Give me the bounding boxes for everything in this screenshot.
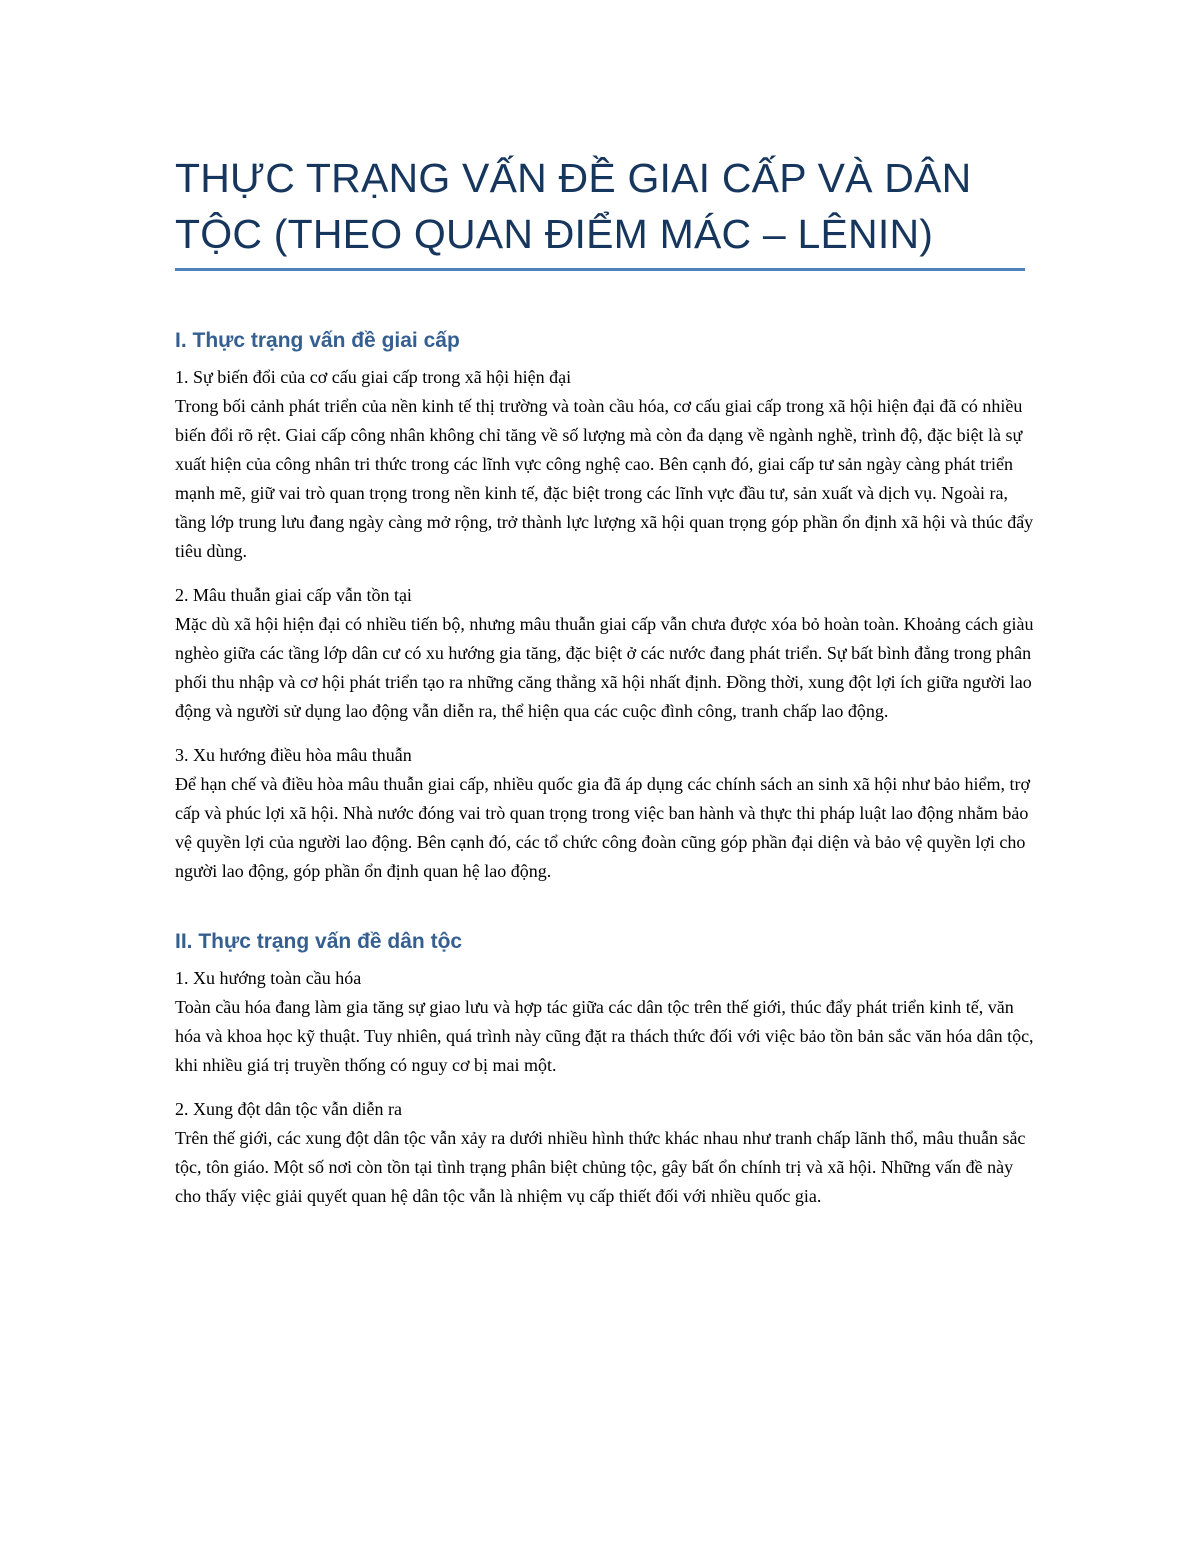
paragraph: Mặc dù xã hội hiện đại có nhiều tiến bộ, nhưng mâu thuẫn giai cấp vẫn chưa được xóa bỏ hoàn toàn. Khoảng cách giàu nghèo giữa các tầng lớp dân cư có xu hướng gia tăng, đặc biệt ở các nước đang phát triển. Sự bất bình đẳng trong phân phối thu nhập và cơ hội phát triển tạo ra những căng thẳng xã hội nhất định. Đồng thời, xung đột lợi ích giữa người lao động và người sử dụng lao động vẫn diễn ra, thể hiện qua các cuộc đình công, tranh chấp lao động. [175, 614, 1034, 721]
subsection [175, 741, 1035, 886]
document-title: THỰC TRẠNG VẤN ĐỀ GIAI CẤP VÀ DÂN TỘC (THEO QUAN ĐIỂM MÁC – LÊNIN) [175, 155, 972, 257]
subsection-title: 2. Mâu thuẫn giai cấp vẫn tồn tại [175, 585, 412, 605]
subsection [175, 363, 1035, 566]
paragraph: Để hạn chế và điều hòa mâu thuẫn giai cấp, nhiều quốc gia đã áp dụng các chính sách an sinh xã hội như bảo hiểm, trợ cấp và phúc lợi xã hội. Nhà nước đóng vai trò quan trọng trong việc ban hành và thực thi pháp luật lao động nhằm bảo vệ quyền lợi của người lao động. Bên cạnh đó, các tổ chức công đoàn cũng góp phần đại diện và bảo vệ quyền lợi cho người lao động, góp phần ổn định quan hệ lao động. [175, 774, 1030, 881]
subsection [175, 964, 1035, 1080]
subsection-title: 3. Xu hướng điều hòa mâu thuẫn [175, 745, 412, 765]
subsection [175, 1095, 1035, 1211]
paragraph: Trong bối cảnh phát triển của nền kinh tế thị trường và toàn cầu hóa, cơ cấu giai cấp trong xã hội hiện đại đã có nhiều biến đổi rõ rệt. Giai cấp công nhân không chỉ tăng về số lượng mà còn đa dạng về ngành nghề, trình độ, đặc biệt là sự xuất hiện của công nhân tri thức trong các lĩnh vực công nghệ cao. Bên cạnh đó, giai cấp tư sản ngày càng phát triển mạnh mẽ, giữ vai trò quan trọng trong nền kinh tế, đặc biệt trong các lĩnh vực đầu tư, sản xuất và dịch vụ. Ngoài ra, tầng lớp trung lưu đang ngày càng mở rộng, trở thành lực lượng xã hội quan trọng góp phần ổn định xã hội và thúc đẩy tiêu dùng. [175, 396, 1034, 561]
section-ethnic-issues [175, 928, 1035, 1211]
subsection-title: 1. Sự biến đổi của cơ cấu giai cấp trong xã hội hiện đại [175, 367, 572, 387]
subsection-title: 2. Xung đột dân tộc vẫn diễn ra [175, 1099, 402, 1119]
title-underline-rule [175, 268, 1025, 271]
paragraph: Trên thế giới, các xung đột dân tộc vẫn xảy ra dưới nhiều hình thức khác nhau như tranh chấp lãnh thổ, mâu thuẫn sắc tộc, tôn giáo. Một số nơi còn tồn tại tình trạng phân biệt chủng tộc, gây bất ổn chính trị và xã hội. Những vấn đề này cho thấy việc giải quyết quan hệ dân tộc vẫn là nhiệm vụ cấp thiết đối với nhiều quốc gia. [175, 1128, 1026, 1206]
subsection-title: 1. Xu hướng toàn cầu hóa [175, 968, 362, 988]
section-class-issues [175, 327, 1035, 886]
subsection [175, 581, 1035, 726]
paragraph: Toàn cầu hóa đang làm gia tăng sự giao lưu và hợp tác giữa các dân tộc trên thế giới, thúc đẩy phát triển kinh tế, văn hóa và khoa học kỹ thuật. Tuy nhiên, quá trình này cũng đặt ra thách thức đối với việc bảo tồn bản sắc văn hóa dân tộc, khi nhiều giá trị truyền thống có nguy cơ bị mai một. [175, 997, 1034, 1075]
section-heading: II. Thực trạng vấn đề dân tộc [175, 930, 463, 953]
document-page [175, 150, 1035, 1226]
section-heading: I. Thực trạng vấn đề giai cấp [175, 329, 460, 352]
